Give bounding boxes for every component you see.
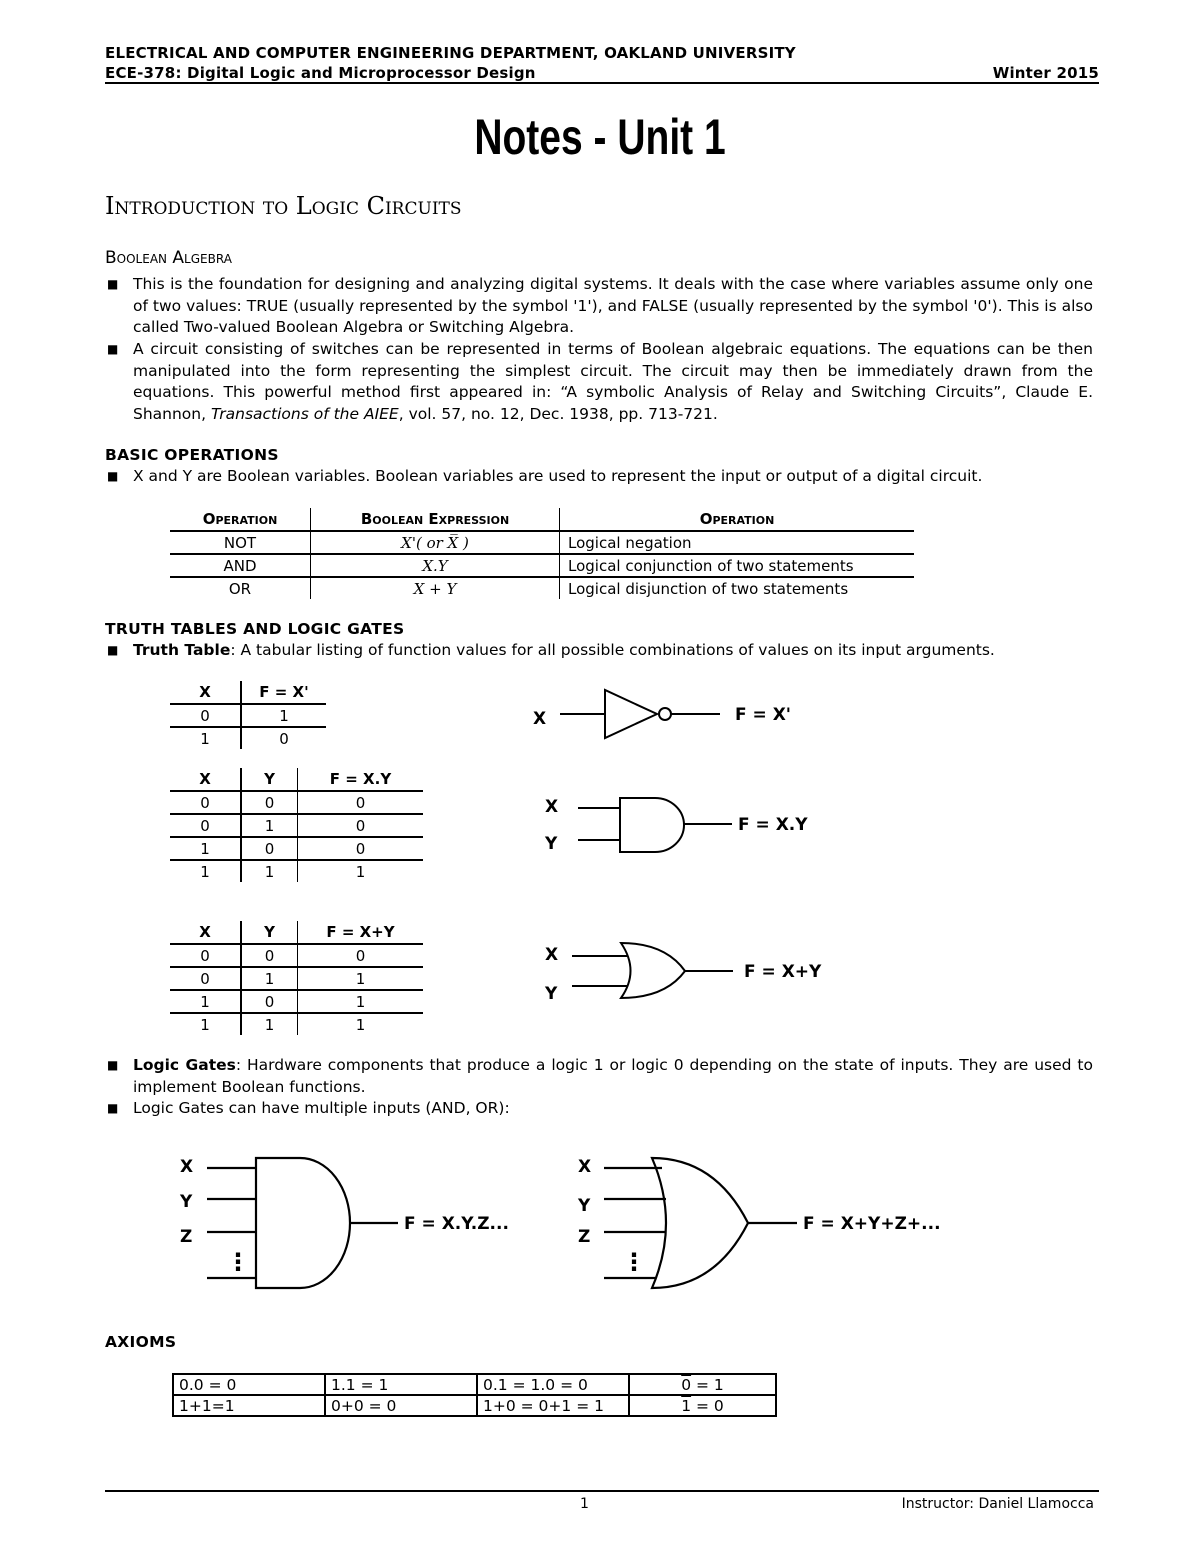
bullet-marker: ■ bbox=[107, 342, 119, 356]
ops-cell: NOT bbox=[170, 531, 311, 554]
tt-header: F = X.Y bbox=[298, 768, 424, 791]
tt-cell: 1 bbox=[170, 990, 241, 1013]
multi-or-input-y: Y bbox=[578, 1196, 591, 1216]
or-gate-input-y: Y bbox=[545, 984, 558, 1004]
tt-cell: 1 bbox=[298, 990, 424, 1013]
truth-bullet-text: : A tabular listing of function values for all possible combinations of values on its input arguments. bbox=[230, 641, 995, 659]
tt-cell: 1 bbox=[241, 814, 298, 837]
basic-ops-bullet: X and Y are Boolean variables. Boolean variables are used to represent the input or output of a digital circuit. bbox=[133, 467, 983, 485]
multi-and-dots: ⋮ bbox=[226, 1248, 250, 1276]
ops-cell: X + Y bbox=[311, 577, 560, 599]
ops-cell: Logical disjunction of two statements bbox=[568, 579, 849, 598]
header-department: ELECTRICAL AND COMPUTER ENGINEERING DEPARTMENT, OAKLAND UNIVERSITY bbox=[105, 44, 796, 62]
and-gate-input-y: Y bbox=[545, 834, 558, 854]
multi-and-output-label: F = X.Y.Z... bbox=[404, 1214, 509, 1234]
tt-header: X bbox=[170, 768, 241, 791]
bullet-marker: ■ bbox=[107, 277, 119, 291]
tt-cell: 0 bbox=[298, 814, 424, 837]
multi-and-input-x: X bbox=[180, 1157, 194, 1177]
bullet-marker: ■ bbox=[107, 643, 119, 657]
axiom-result: = 1 bbox=[691, 1375, 724, 1394]
tt-cell: 0 bbox=[241, 944, 298, 967]
tt-cell: 0 bbox=[241, 791, 298, 814]
axioms-heading: AXIOMS bbox=[105, 1333, 177, 1351]
logic-gates-label: Logic Gates bbox=[133, 1056, 236, 1074]
bullet-marker: ■ bbox=[107, 469, 119, 483]
tt-cell: 0 bbox=[298, 944, 424, 967]
tt-header: Y bbox=[241, 768, 298, 791]
ops-col-description: Operation bbox=[560, 508, 915, 531]
tt-cell: 1 bbox=[298, 967, 424, 990]
logic-gates-bullet bbox=[133, 1055, 1093, 1098]
table-row bbox=[173, 1374, 776, 1395]
footer-rule bbox=[105, 1490, 1099, 1492]
tt-cell: 1 bbox=[170, 727, 241, 749]
axiom-cell bbox=[629, 1374, 776, 1395]
axiom-cell: 1+0 = 0+1 = 1 bbox=[477, 1395, 629, 1416]
tt-cell: 0 bbox=[170, 704, 241, 727]
ops-cell: X'( or X̅ ) bbox=[311, 531, 560, 554]
ops-cell: AND bbox=[170, 554, 311, 577]
basic-ops-heading: BASIC OPERATIONS bbox=[105, 446, 279, 464]
page-number: 1 bbox=[580, 1496, 589, 1512]
multi-or-output-label: F = X+Y+Z+... bbox=[803, 1214, 941, 1234]
page-title: Notes - Unit 1 bbox=[474, 109, 726, 165]
multi-and-input-z: Z bbox=[180, 1227, 193, 1247]
axiom-cell: 1.1 = 1 bbox=[325, 1374, 477, 1395]
tt-cell: 0 bbox=[241, 837, 298, 860]
tt-cell: 0 bbox=[298, 791, 424, 814]
table-row bbox=[173, 1395, 776, 1416]
ops-cell: OR bbox=[170, 577, 311, 599]
ops-cell: Logical negation bbox=[560, 531, 915, 554]
header-course: ECE-378: Digital Logic and Microprocessor Design bbox=[105, 64, 536, 82]
and-gate-symbol bbox=[578, 798, 732, 852]
tt-header: F = X' bbox=[241, 681, 326, 704]
truth-heading: TRUTH TABLES AND LOGIC GATES bbox=[105, 620, 405, 638]
and-gate-input-x: X bbox=[545, 797, 559, 817]
boolean-paragraph-2: A circuit consisting of switches can be represented in terms of Boolean algebraic equations. The equations can be then manipulated into the form representing the simplest circuit. The circuit may then be immediately drawn from the equations. This powerful method first appeared in: “A symbolic Analysis of Relay and Switching Circuits”, Claude E. Shannon, Transactions of the AIEE, vol. 57, no. 12, Dec. 1938, pp. 713-721. bbox=[133, 340, 1093, 423]
not-gate-input-label: X bbox=[533, 709, 547, 729]
tt-cell: 1 bbox=[170, 1013, 241, 1035]
axiom-cell: 0.1 = 1.0 = 0 bbox=[477, 1374, 629, 1395]
logic-gates-text: : Hardware components that produce a logic 1 or logic 0 depending on the state of inputs. They are used to implement Boolean functions. bbox=[133, 1056, 1093, 1096]
multi-or-input-x: X bbox=[578, 1157, 592, 1177]
or-gate-symbol bbox=[572, 943, 733, 998]
bullet-marker: ■ bbox=[107, 1101, 119, 1115]
multi-or-input-z: Z bbox=[578, 1227, 591, 1247]
ops-cell: X.Y bbox=[311, 554, 560, 577]
axiom-cell: 0+0 = 0 bbox=[325, 1395, 477, 1416]
and-gate-output-label: F = X.Y bbox=[738, 815, 808, 835]
axioms-table bbox=[172, 1373, 777, 1417]
tt-cell: 0 bbox=[170, 814, 241, 837]
not-gate-output-label: F = X' bbox=[735, 705, 792, 725]
axiom-complement-one: 1 bbox=[681, 1396, 692, 1415]
subsection-heading: Boolean Algebra bbox=[105, 248, 232, 268]
footer-instructor: Instructor: Daniel Llamocca bbox=[901, 1496, 1094, 1512]
tt-cell: 1 bbox=[241, 860, 298, 882]
tt-header: Y bbox=[241, 921, 298, 944]
axiom-complement-zero: 0 bbox=[681, 1375, 692, 1394]
axiom-cell bbox=[629, 1395, 776, 1416]
ops-col-expression: Boolean Expression bbox=[311, 508, 560, 531]
tt-header: F = X+Y bbox=[298, 921, 424, 944]
tt-cell: 1 bbox=[241, 967, 298, 990]
tt-cell: 1 bbox=[241, 704, 326, 727]
tt-cell: 1 bbox=[355, 862, 366, 881]
tt-cell: 1 bbox=[170, 837, 241, 860]
boolean-paragraph-1: This is the foundation for designing and analyzing digital systems. It deals with the case where variables assume only one of two values: TRUE (usually represented by the symbol '1'), and FALSE (usually represented by the symbol '0'). This is also called Two-valued Boolean Algebra or Switching Algebra. bbox=[133, 275, 1093, 336]
tt-cell: 1 bbox=[355, 1015, 366, 1034]
tt-cell: 0 bbox=[298, 837, 424, 860]
tt-cell: 0 bbox=[170, 967, 241, 990]
truth-bullet-label: Truth Table bbox=[133, 641, 231, 659]
tt-header: X bbox=[170, 921, 241, 944]
tt-cell: 1 bbox=[170, 860, 241, 882]
ops-cell: Logical conjunction of two statements bbox=[560, 554, 915, 577]
tt-cell: 1 bbox=[241, 1013, 298, 1035]
tt-header: X bbox=[170, 681, 241, 704]
multi-or-dots: ⋮ bbox=[622, 1248, 646, 1276]
bullet-marker: ■ bbox=[107, 1058, 119, 1072]
or-gate-output-label: F = X+Y bbox=[744, 962, 822, 982]
tt-cell: 0 bbox=[170, 944, 241, 967]
axiom-cell: 1+1=1 bbox=[173, 1395, 325, 1416]
axiom-result: = 0 bbox=[691, 1396, 724, 1415]
tt-cell: 0 bbox=[241, 990, 298, 1013]
tt-cell: 0 bbox=[170, 791, 241, 814]
tt-cell: 0 bbox=[279, 729, 289, 748]
ops-col-operation: Operation bbox=[170, 508, 311, 531]
journal-title: Transactions of the AIEE bbox=[210, 404, 399, 423]
axiom-cell: 0.0 = 0 bbox=[173, 1374, 325, 1395]
not-gate-symbol bbox=[560, 690, 720, 738]
multi-and-input-y: Y bbox=[180, 1192, 193, 1212]
multi-input-bullet: Logic Gates can have multiple inputs (AND, OR): bbox=[133, 1099, 510, 1117]
header-term: Winter 2015 bbox=[992, 64, 1099, 82]
section-heading: Introduction to Logic Circuits bbox=[105, 192, 462, 220]
or-gate-input-x: X bbox=[545, 945, 559, 965]
